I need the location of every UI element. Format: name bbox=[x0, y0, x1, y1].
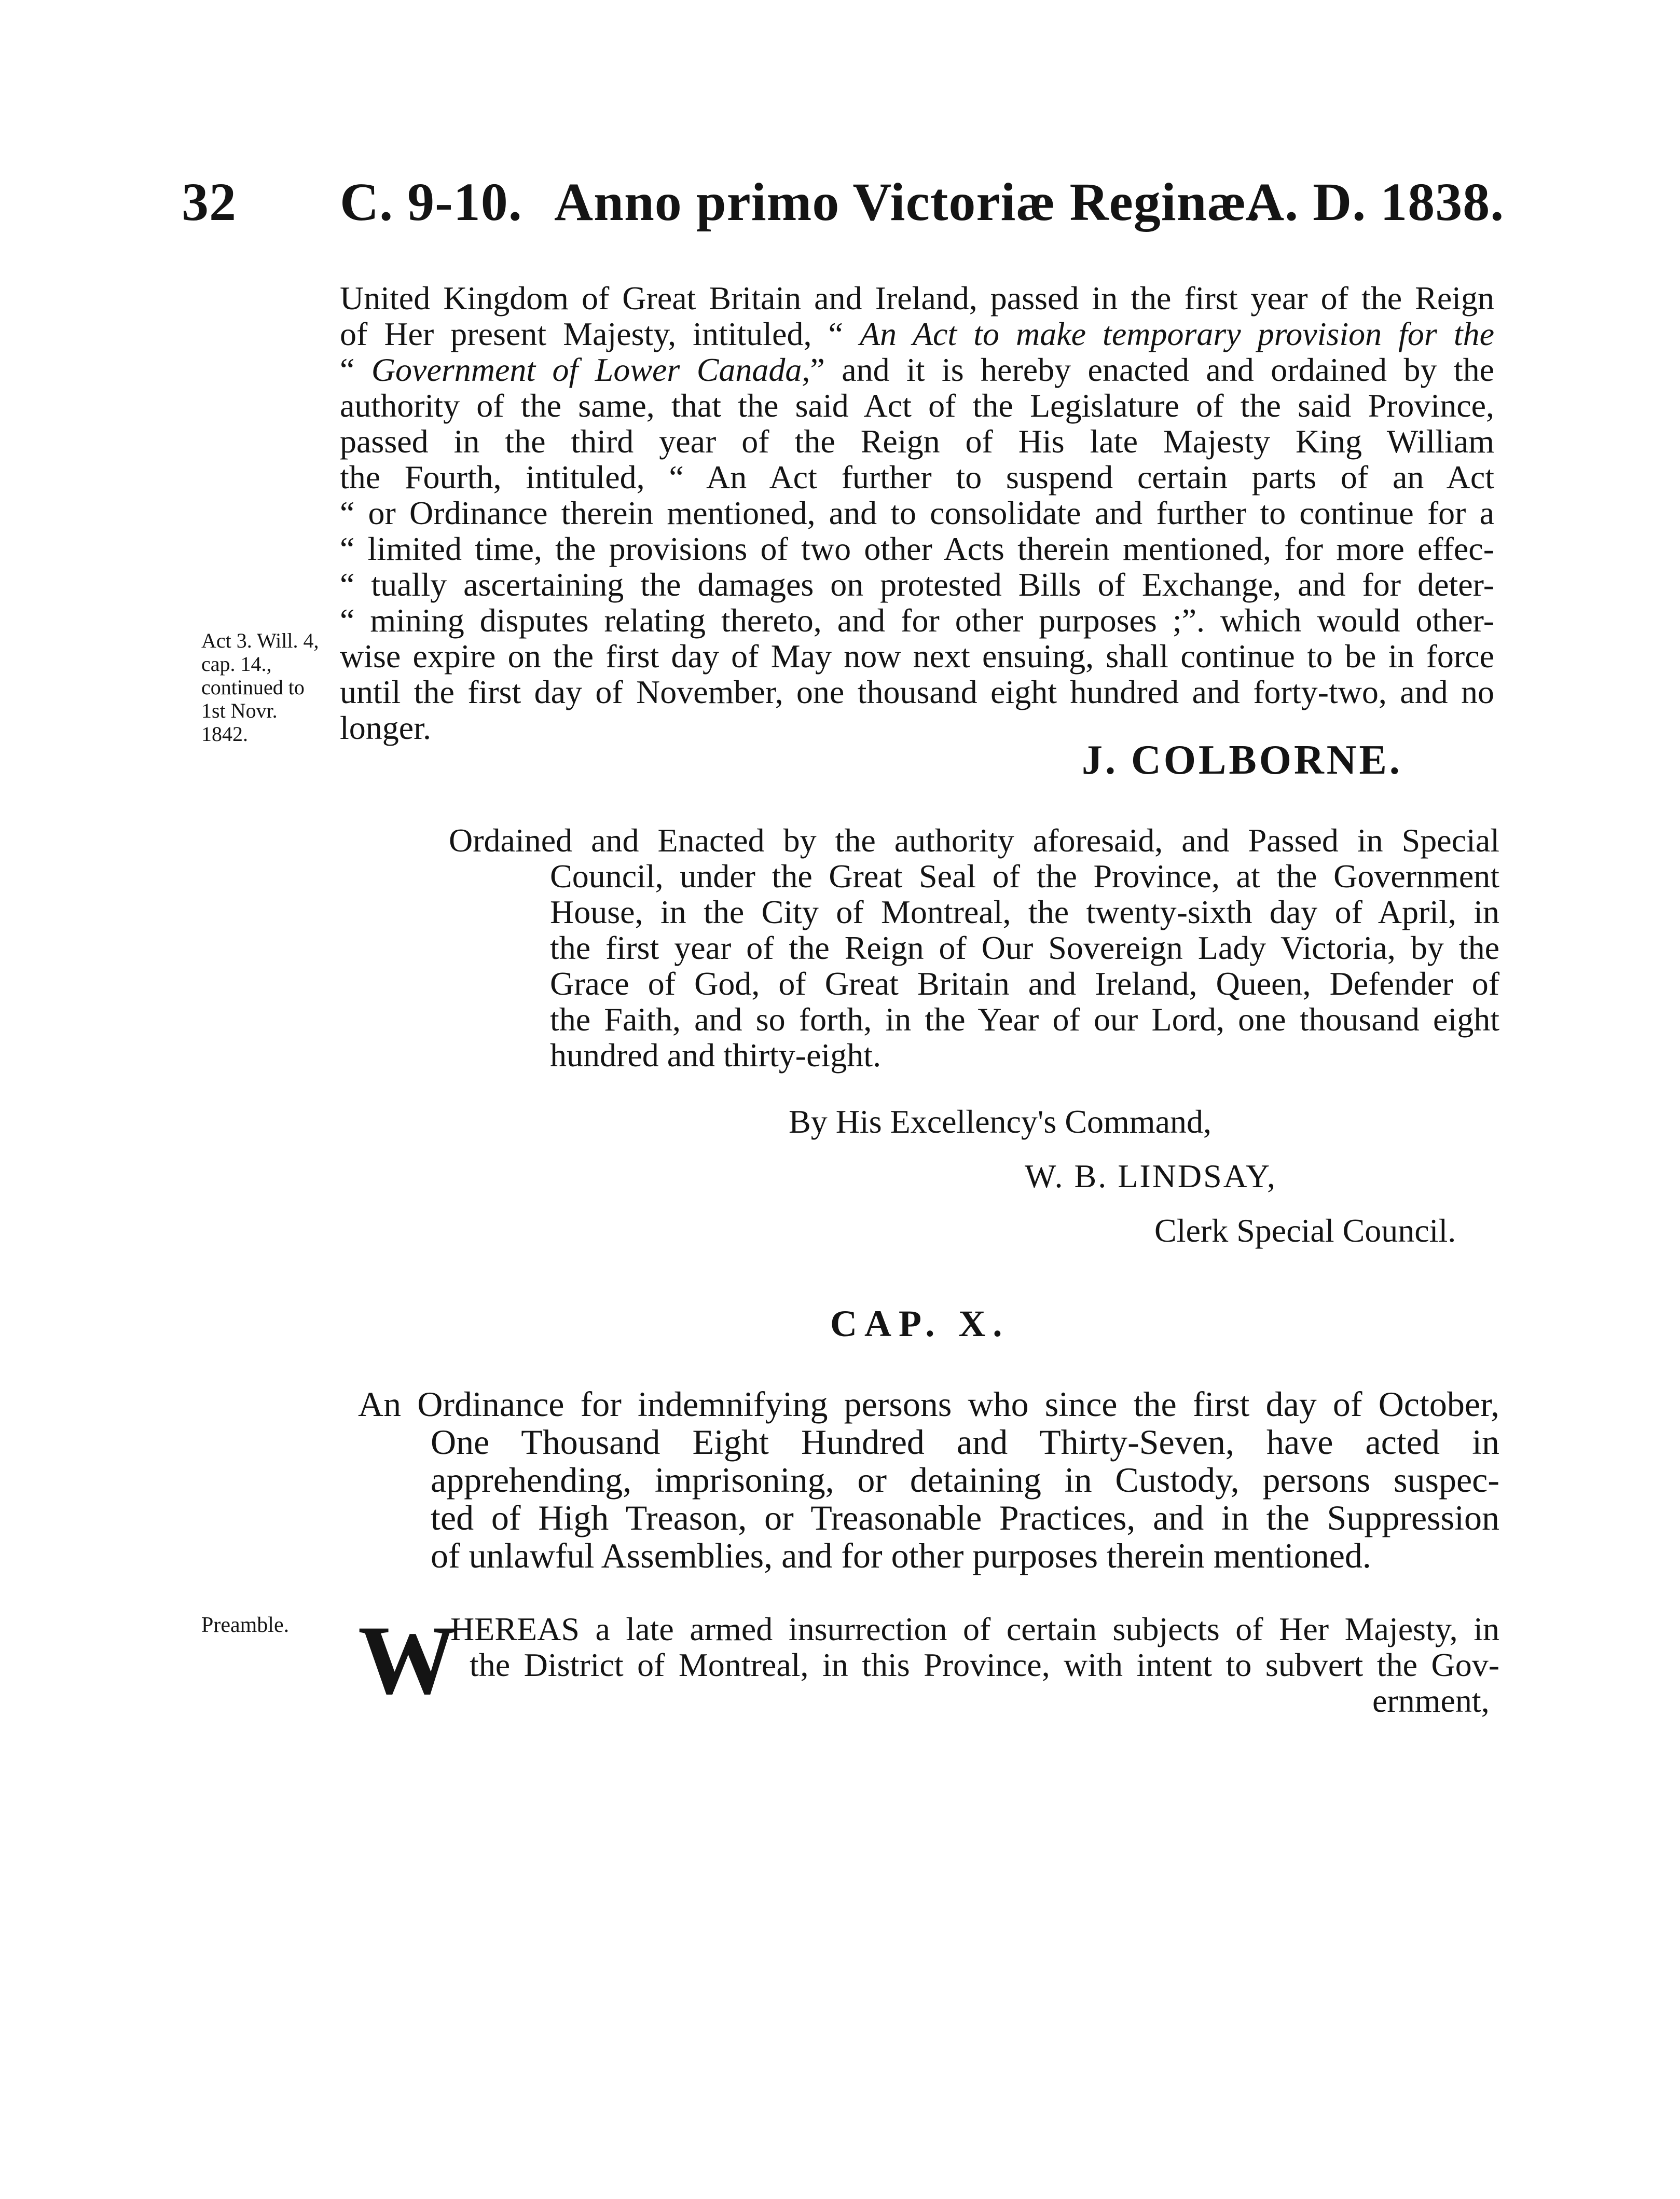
body-line: passed in the third year of the Reign of His late Majesty King William bbox=[340, 423, 1494, 460]
by-command: By His Excellency's Command, bbox=[789, 1103, 1211, 1140]
preamble-line: ernment, bbox=[1372, 1682, 1490, 1719]
ordination-line: Council, under the Great Seal of the Province, at the Government bbox=[550, 858, 1499, 895]
body-line: United Kingdom of Great Britain and Ireland, passed in the first year of the Reign bbox=[340, 280, 1494, 317]
ordination-line: Grace of God, of Great Britain and Ireland, Queen, Defender of bbox=[550, 965, 1499, 1002]
clerk-name: W. B. LINDSAY, bbox=[1025, 1158, 1277, 1194]
ordination-line: Ordained and Enacted by the authority aforesaid, and Passed in Special bbox=[449, 822, 1499, 859]
ordination-line: hundred and thirty-eight. bbox=[550, 1037, 882, 1074]
chapter-range: C. 9-10. bbox=[340, 172, 522, 232]
ordinance-title-line: of unlawful Assemblies, and for other purposes therein mentioned. bbox=[431, 1536, 1371, 1575]
ordinance-title-line: An Ordinance for indemnifying persons who since the first day of October, bbox=[358, 1384, 1499, 1424]
body-line bbox=[340, 352, 1494, 388]
body-line: longer. bbox=[340, 709, 431, 746]
body-text: of Her present Majesty, intituled, “ bbox=[340, 315, 860, 352]
chapter-heading: CAP. X. bbox=[830, 1303, 1010, 1344]
preamble-line: HEREAS a late armed insurrection of certain subjects of Her Majesty, in bbox=[450, 1611, 1499, 1647]
body-line: the Fourth, intituled, “ An Act further to suspend certain parts of an Act bbox=[340, 459, 1494, 496]
ordination-line: the Faith, and so forth, in the Year of our Lord, one thousand eight bbox=[550, 1001, 1499, 1038]
drop-cap: W bbox=[358, 1606, 457, 1715]
preamble-line: the District of Montreal, in this Province, with intent to subvert the Gov- bbox=[470, 1646, 1499, 1683]
body-line: wise expire on the first day of May now next ensuing, shall continue to be in force bbox=[340, 638, 1494, 675]
body-text: “ bbox=[340, 351, 371, 388]
act-title-italic: Government of Lower Canada, bbox=[371, 351, 810, 388]
body-line: “ or Ordinance therein mentioned, and to consolidate and further to continue for a bbox=[340, 494, 1494, 531]
body-line: authority of the same, that the said Act of the Legislature of the said Province, bbox=[340, 387, 1494, 424]
body-line: until the first day of November, one thousand eight hundred and forty-two, and no bbox=[340, 674, 1494, 710]
page-number: 32 bbox=[182, 172, 237, 232]
signature-colborne: J. COLBORNE. bbox=[1082, 737, 1402, 783]
margin-note-act: Act 3. Will. 4, cap. 14., continued to 1st Novr. 1842. bbox=[201, 629, 319, 746]
body-line: “ tually ascertaining the damages on protested Bills of Exchange, and for deter- bbox=[340, 566, 1494, 603]
clerk-role: Clerk Special Council. bbox=[1154, 1212, 1456, 1249]
ordination-line: the first year of the Reign of Our Sovereign Lady Victoria, by the bbox=[550, 929, 1499, 966]
body-text: ” and it is hereby enacted and ordained by the bbox=[810, 351, 1495, 388]
ordinance-title-line: apprehending, imprisoning, or detaining in Custody, persons suspec- bbox=[431, 1460, 1499, 1500]
body-line bbox=[340, 316, 1494, 352]
act-title-italic: An Act to make temporary provision for the bbox=[859, 315, 1495, 352]
ordinance-title-line: ted of High Treason, or Treasonable Practices, and in the Suppression bbox=[431, 1498, 1499, 1537]
ordination-line: House, in the City of Montreal, the twenty-sixth day of April, in bbox=[550, 894, 1499, 930]
running-title: Anno primo Victoriæ Reginæ. bbox=[554, 172, 1261, 232]
body-line: “ limited time, the provisions of two other Acts therein mentioned, for more effec- bbox=[340, 530, 1494, 567]
margin-note-preamble: Preamble. bbox=[201, 1613, 290, 1637]
year: A. D. 1838. bbox=[1245, 172, 1505, 232]
body-line: “ mining disputes relating thereto, and for other purposes ;”. which would other- bbox=[340, 602, 1494, 639]
ordinance-title-line: One Thousand Eight Hundred and Thirty-Seven, have acted in bbox=[431, 1422, 1499, 1462]
